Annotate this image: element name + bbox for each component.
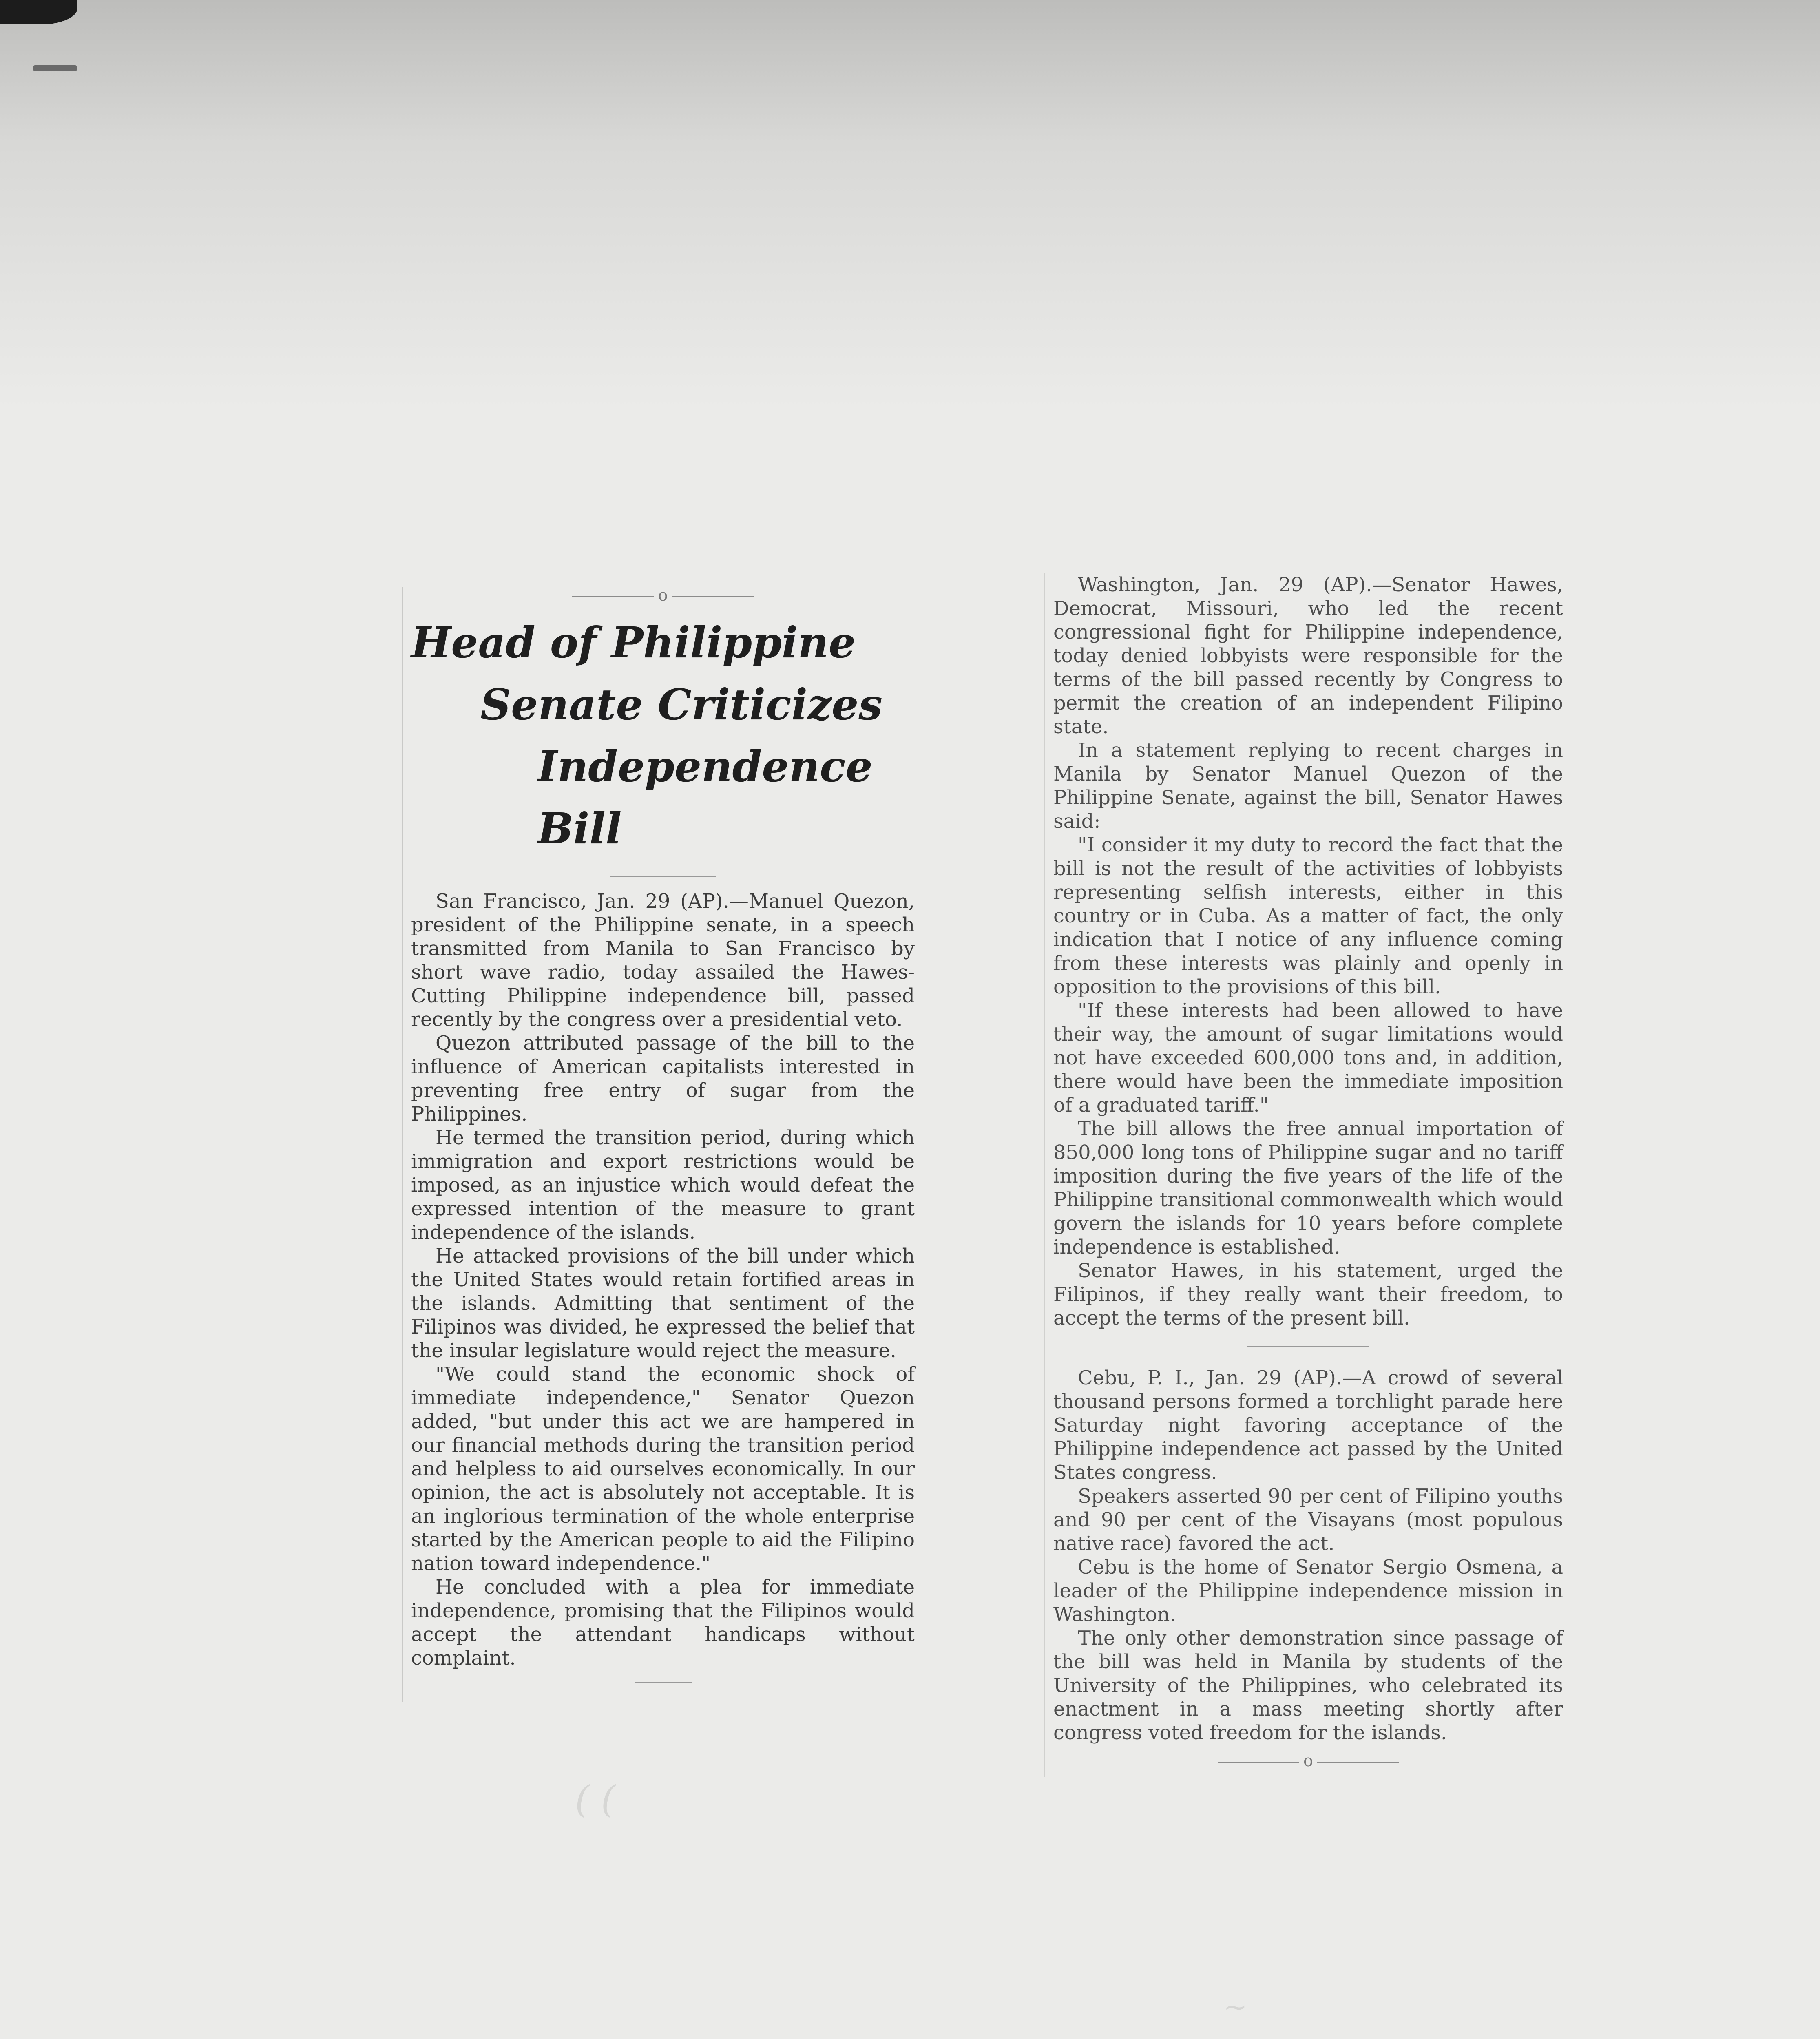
paragraph: San Francisco, Jan. 29 (AP).—Manuel Quezon, president of the Philippine senate, in a speech transmitted from Manila to San Francisco by short wave radio, today assailed the Hawes-Cutting Philippine independence bill, passed recently by the congress over a presidential veto. [411,890,915,1031]
headline-line-1: Head of Philippine [411,617,856,668]
paragraph: Speakers asserted 90 per cent of Filipino youths and 90 per cent of the Visayans (most populous native race) favored the act. [1053,1485,1563,1555]
paragraph: The only other demonstration since passage of the bill was held in Manila by students of the University of the Philippines, who celebrated its enactment in a mass meeting shortly after congress voted freedom for the islands. [1053,1627,1563,1744]
paragraph: Senator Hawes, in his statement, urged the Filipinos, if they really want their freedom, to accept the terms of the present bill. [1053,1259,1563,1329]
headline [411,612,915,860]
headline-line-2: Senate Criticizes [480,679,882,730]
end-rule [635,1682,692,1683]
left-column [402,587,915,1702]
headline-rule [610,876,716,877]
paragraph: He attacked provisions of the bill under which the United States would retain fortified areas in the islands. Admitting that sentiment of the Filipinos was divided, he expressed the belief that the insular legislature would reject the measure. [411,1245,915,1362]
scan-shadow [0,0,1820,408]
bottom-ornament-rule: o [1053,1753,1563,1769]
paragraph: Quezon attributed passage of the bill to the influence of American capitalists interested in preventing free entry of sugar from the Philippines. [411,1032,915,1126]
paragraph: Cebu is the home of Senator Sergio Osmena, a leader of the Philippine independence mission in Washington. [1053,1556,1563,1626]
bleed-through-mark: ~ [1223,1990,1247,2024]
paragraph: In a statement replying to recent charges in Manila by Senator Manuel Quezon of the Philippine Senate, against the bill, Senator Hawes said: [1053,739,1563,833]
right-column [1044,573,1563,1777]
paragraph: He concluded with a plea for immediate independence, promising that the Filipinos would accept the attendant handicaps without complaint. [411,1576,915,1670]
headline-line-3: Independence Bill [537,741,873,854]
section-rule [1247,1346,1369,1347]
paragraph: Washington, Jan. 29 (AP).—Senator Hawes, Democrat, Missouri, who led the recent congressional fight for Philippine independence, today denied lobbyists were responsible for the terms of the bill passed recently by Congress to permit the creation of an independent Filipino state. [1053,573,1563,738]
paragraph: "I consider it my duty to record the fact that the bill is not the result of the activities of lobbyists representing selfish interests, either in this country or in Cuba. As a matter of fact, the only indication that I notice of any influence coming from these interests was plainly and openly in opposition to the provisions of this bill. [1053,834,1563,998]
top-ornament-rule: o [411,587,915,604]
paragraph: "If these interests had been allowed to have their way, the amount of sugar limitations would not have exceeded 600,000 tons and, in addition, there would have been the immediate imposition of a graduated tariff." [1053,999,1563,1117]
paragraph: Cebu, P. I., Jan. 29 (AP).—A crowd of several thousand persons formed a torchlight parade here Saturday night favoring acceptance of the Philippine independence act passed by the United States congress. [1053,1367,1563,1484]
scan-dash-mark [33,65,77,71]
paragraph: The bill allows the free annual importation of 850,000 long tons of Philippine sugar and no tariff imposition during the five years of the life of the Philippine transitional commonwealth which would govern the islands for 10 years before complete independence is established. [1053,1117,1563,1258]
paragraph: He termed the transition period, during which immigration and export restrictions would be imposed, as an injustice which would defeat the expressed intention of the measure to grant independence of the islands. [411,1126,915,1244]
bleed-through-mark: ( ( [575,1778,615,1821]
paragraph: "We could stand the economic shock of immediate independence," Senator Quezon added, "but under this act we are hampered in our financial methods during the transition period and helpless to aid ourselves economically. In our opinion, the act is absolutely not acceptable. It is an inglorious termination of the whole enterprise started by the American people to aid the Filipino nation toward independence." [411,1363,915,1575]
